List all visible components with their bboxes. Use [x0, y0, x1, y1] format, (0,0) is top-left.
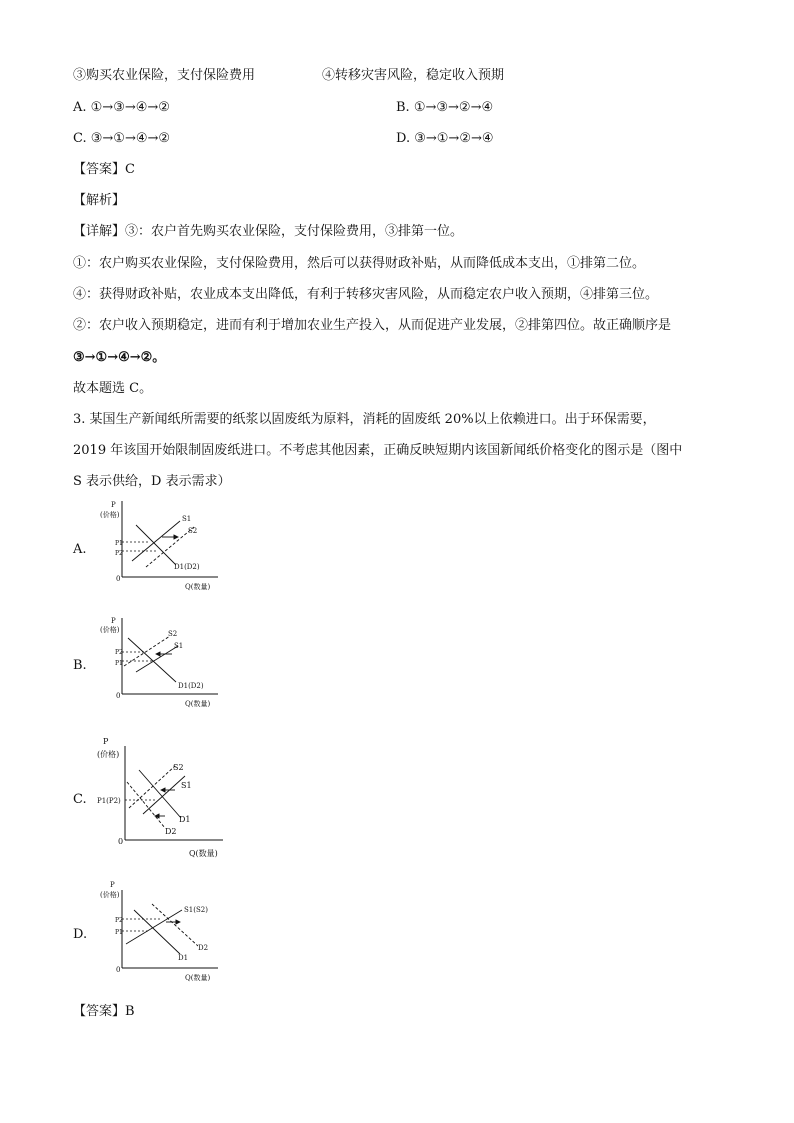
- graph-c-supply-2: [129, 766, 175, 808]
- detail-line-4: ②：农户收入预期稳定，进而有利于增加农业生产投入，从而促进产业发展，②排第四位。故正确顺序是: [73, 318, 672, 333]
- graph-b-letter: B.: [73, 658, 87, 673]
- graph-c-demand-1: [139, 770, 181, 818]
- option-3: ③购买农业保险，支付保险费用: [73, 68, 256, 83]
- graph-d-p-axis: P: [110, 881, 115, 889]
- graph-d-letter: D.: [73, 927, 88, 942]
- choice-b: B. ①→③→②→④: [396, 100, 494, 115]
- graph-c-d1: D1: [179, 815, 191, 824]
- graph-c-demand-2: [127, 782, 165, 828]
- question-3-line-3: S 表示供给，D 表示需求）: [73, 474, 231, 489]
- graph-c-d2: D2: [165, 827, 177, 836]
- graph-b-q-axis: Q(数量): [185, 700, 211, 708]
- graph-d-supply: [126, 910, 182, 944]
- graph-c-q-axis: Q(数量): [189, 849, 218, 858]
- graph-c-origin: 0: [118, 837, 124, 846]
- graph-c-p-axis: P: [103, 737, 109, 746]
- graph-c-s1: S1: [181, 781, 192, 790]
- graph-b-demand-label: D1(D2): [178, 682, 204, 690]
- graph-d-q-axis: Q(数量): [185, 974, 211, 982]
- graph-c-tick: P1(P2): [97, 797, 121, 805]
- graph-b: [90, 610, 230, 710]
- detail-line-5: ③→①→④→②。: [73, 350, 166, 365]
- graph-d-tick-upper: P2: [115, 917, 123, 924]
- graph-d-supply-label: S1(S2): [184, 906, 208, 914]
- graph-a-letter: A.: [73, 542, 87, 557]
- graph-a-s1: S1: [182, 515, 192, 523]
- graph-b-tick-lower: P1: [115, 660, 123, 667]
- graph-c-letter: C.: [73, 792, 87, 807]
- graph-a-p-unit: (价格): [100, 511, 120, 519]
- graph-a-q-axis: Q(数量): [185, 583, 211, 591]
- graph-b-origin: 0: [116, 692, 121, 700]
- graph-d: [90, 876, 230, 986]
- graph-a-supply-2: [146, 527, 194, 567]
- graph-b-s1: S1: [174, 642, 184, 650]
- graph-d-p-unit: (价格): [100, 891, 120, 899]
- conclusion: 故本题选 C。: [73, 381, 153, 396]
- answer-q2: 【答案】C: [73, 162, 135, 177]
- question-3-line-1: 3. 某国生产新闻纸所需要的纸浆以固废纸为原料，消耗的固废纸 20%以上依赖进口。出于环保需要，: [73, 412, 656, 427]
- graph-b-s2: S2: [168, 630, 178, 638]
- graph-c-p-unit: (价格): [97, 750, 120, 759]
- question-3-line-2: 2019 年该国开始限制固废纸进口。不考虑其他因素，正确反映短期内该国新闻纸价格变化的图示是（图中: [73, 443, 683, 458]
- graph-b-supply-1: [136, 646, 178, 672]
- graph-a-s2: S2: [188, 527, 198, 535]
- graph-a-tick-upper: P1: [115, 540, 123, 547]
- graph-c: [95, 732, 235, 862]
- graph-d-d1: D1: [178, 954, 189, 962]
- graph-a-origin: 0: [116, 575, 121, 583]
- option-4: ④转移灾害风险，稳定收入预期: [322, 68, 505, 83]
- graph-d-origin: 0: [116, 966, 121, 974]
- graph-a: [90, 497, 230, 597]
- choice-c: C. ③→①→④→②: [73, 131, 171, 146]
- graph-a-tick-lower: P2: [115, 550, 123, 557]
- graph-b-demand: [128, 638, 176, 682]
- graph-a-demand-label: D1(D2): [174, 563, 200, 571]
- graph-a-p-axis: P: [111, 501, 116, 509]
- answer-q3: 【答案】B: [73, 1004, 135, 1019]
- graph-d-tick-lower: P1: [115, 929, 123, 936]
- graph-c-s2: S2: [173, 763, 184, 772]
- graph-b-tick-upper: P2: [115, 649, 123, 656]
- detail-line-3: ④：获得财政补贴，农业成本支出降低，有利于转移灾害风险，从而稳定农户收入预期，④排第三位。: [73, 287, 659, 302]
- detail-line-1: 【详解】③：农户首先购买农业保险，支付保险费用，③排第一位。: [73, 224, 464, 239]
- analysis-heading: 【解析】: [73, 193, 126, 208]
- choice-a: A. ①→③→④→②: [73, 100, 170, 115]
- graph-b-p-unit: (价格): [100, 626, 120, 634]
- graph-d-d2: D2: [198, 944, 209, 952]
- graph-d-demand-1: [134, 910, 180, 954]
- graph-b-p-axis: P: [111, 617, 116, 625]
- graph-a-supply-1: [132, 521, 180, 561]
- choice-d: D. ③→①→②→④: [396, 131, 494, 146]
- detail-line-2: ①：农户购买农业保险，支付保险费用，然后可以获得财政补贴，从而降低成本支出，①排第二位。: [73, 256, 646, 271]
